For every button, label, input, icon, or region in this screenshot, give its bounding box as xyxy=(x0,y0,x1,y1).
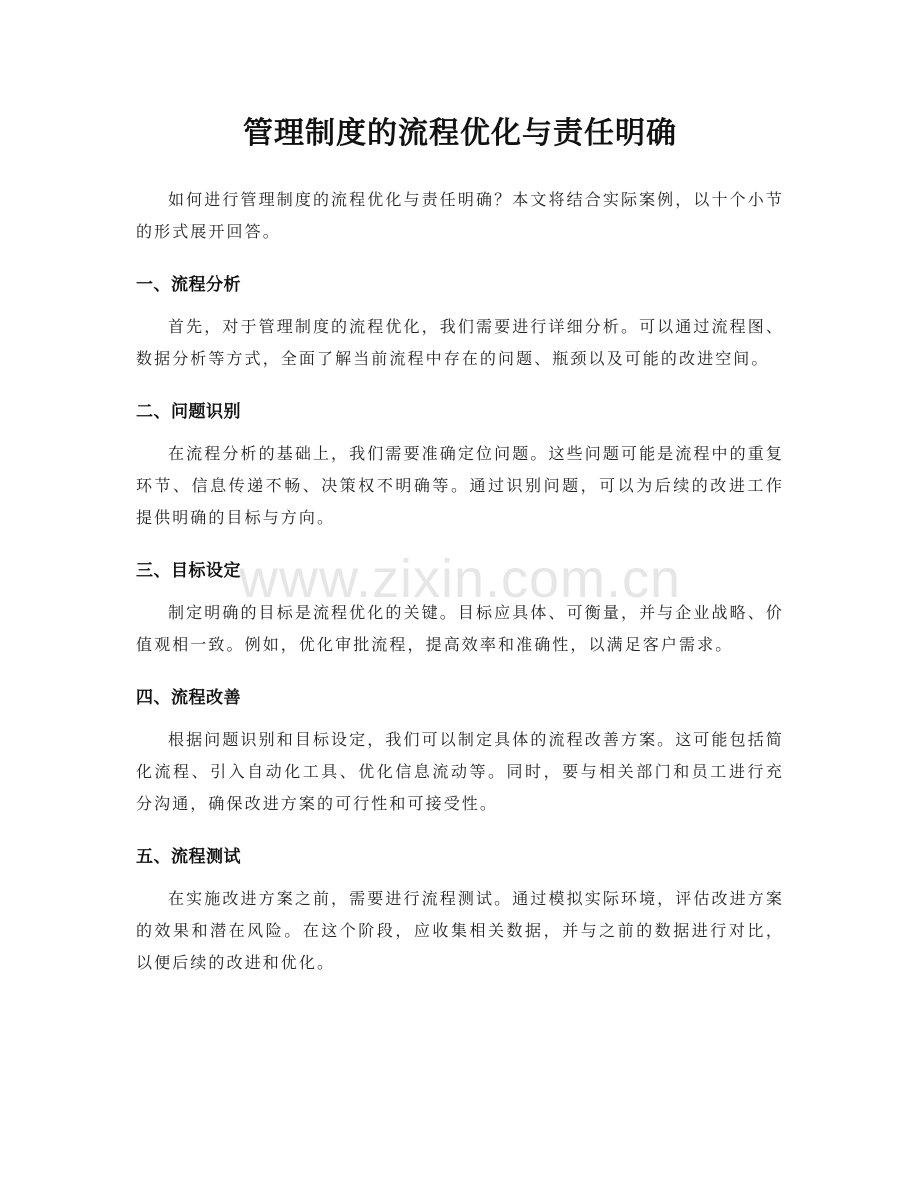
section-heading-3: 三、目标设定 xyxy=(136,561,241,581)
section-body-2: 在流程分析的基础上，我们需要准确定位问题。这些问题可能是流程中的重复环节、信息传递不畅、决策权不明确等。通过识别问题，可以为后续的改进工作提供明确的目标与方向。 xyxy=(136,444,784,527)
page-title: 管理制度的流程优化与责任明确 xyxy=(243,116,677,151)
watermark: www.zixin.com.cn xyxy=(238,549,682,609)
section-body-3: 制定明确的目标是流程优化的关键。目标应具体、可衡量，并与企业战略、价值观相一致。例如，优化审批流程，提高效率和准确性，以满足客户需求。 xyxy=(136,603,784,654)
section-body-1: 首先，对于管理制度的流程优化，我们需要进行详细分析。可以通过流程图、数据分析等方式，全面了解当前流程中存在的问题、瓶颈以及可能的改进空间。 xyxy=(136,317,784,368)
section-body-5: 在实施改进方案之前，需要进行流程测试。通过模拟实际环境，评估改进方案的效果和潜在风险。在这个阶段，应收集相关数据，并与之前的数据进行对比，以便后续的改进和优化。 xyxy=(136,889,784,972)
section-heading-4: 四、流程改善 xyxy=(136,688,241,708)
intro-paragraph: 如何进行管理制度的流程优化与责任明确？本文将结合实际案例，以十个小节的形式展开回答。 xyxy=(136,190,784,241)
section-heading-1: 一、流程分析 xyxy=(136,275,241,295)
section-heading-2: 二、问题识别 xyxy=(136,402,241,422)
document-body xyxy=(136,184,784,979)
section-body-4: 根据问题识别和目标设定，我们可以制定具体的流程改善方案。这可能包括简化流程、引入自动化工具、优化信息流动等。同时，要与相关部门和员工进行充分沟通，确保改进方案的可行性和可接受性。 xyxy=(136,730,784,813)
section-heading-5: 五、流程测试 xyxy=(136,847,241,867)
